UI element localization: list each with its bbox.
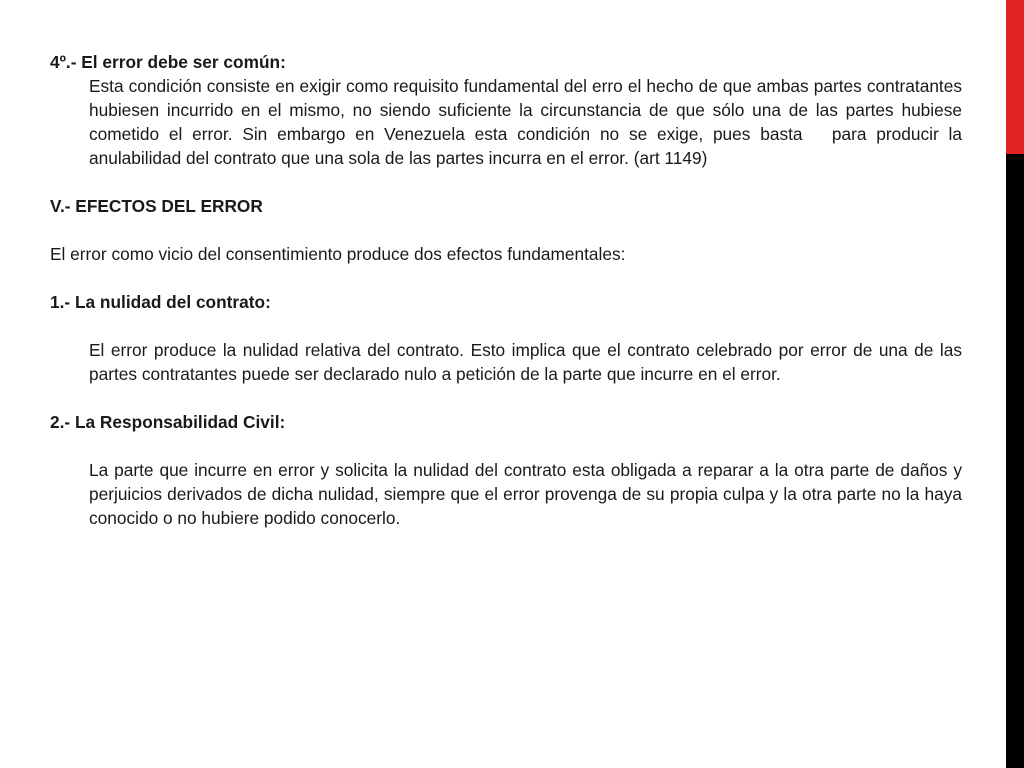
effect-2-body: La parte que incurre en error y solicita la nulidad del contrato esta obligada a reparar a la otra parte de daños y perjuicios derivados de dicha nulidad, siempre que el error provenga de su propia culpa y la otra parte no la haya conocido o no hubiere podido conocerlo. xyxy=(89,460,962,528)
effect-1-heading: 1.- La nulidad del contrato: xyxy=(50,292,271,312)
accent-bar-red xyxy=(1006,0,1024,154)
accent-bar-black xyxy=(1006,154,1024,768)
section-v-intro: El error como vicio del consentimiento produce dos efectos fundamentales: xyxy=(50,244,626,264)
section-4-body: Esta condición consiste en exigir como requisito fundamental del erro el hecho de que ambas partes contratantes hubiesen incurrido en el mismo, no siendo suficiente la circunstancia de que sólo una de las partes hubiese cometido el error. Sin embargo en Venezuela esta condición no se exige, pues basta para producir la anulabilidad del contrato que una sola de las partes incurra en el error. (art 1149) xyxy=(89,76,967,168)
effect-2-heading: 2.- La Responsabilidad Civil: xyxy=(50,412,286,432)
effect-1-body: El error produce la nulidad relativa del contrato. Esto implica que el contrato celebrado por error de una de las partes contratantes puede ser declarado nulo a petición de la parte que incurre en el error. xyxy=(89,340,962,384)
section-4-heading: 4º.- El error debe ser común: xyxy=(50,52,286,72)
slide-content xyxy=(50,50,967,530)
section-v-heading: V.- EFECTOS DEL ERROR xyxy=(50,196,263,216)
